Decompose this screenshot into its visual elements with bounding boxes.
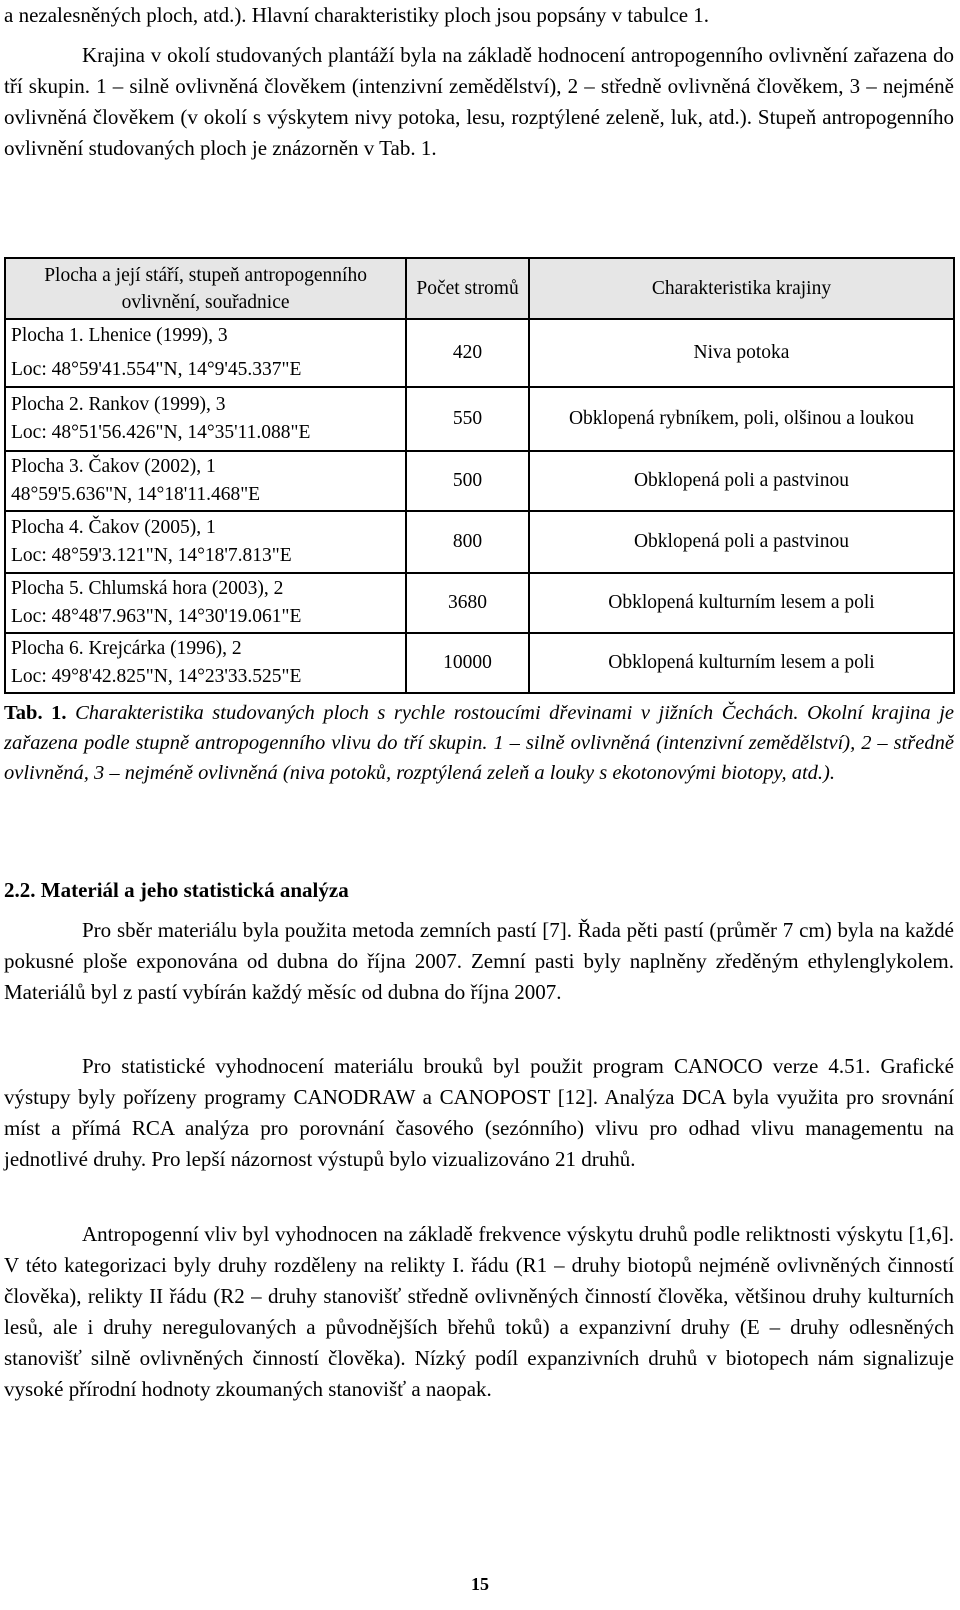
landscape-cell: Obklopená poli a pastvinou [529,511,954,573]
tree-count: 10000 [406,633,529,693]
plot-cell [5,387,406,451]
caption-text: Charakteristika studovaných ploch s rychle rostoucími dřevinami v jižních Čechách. Okolní krajina je zařazena podle stupně antropogenního vlivu do tří skupin. 1 – silně ovlivněná (intenzivní zemědělství), 2 – středně ovlivněná, 3 – nejméně ovlivněná (niva potoků, rozptýlená zeleň a louky s ekotonovými biotopy, atd.). [4,702,955,784]
landscape-cell: Obklopená poli a pastvinou [529,451,954,511]
statistics-paragraph: Pro statistické vyhodnocení materiálu brouků byl použit program CANOCO verze 4.51. Grafické výstupy byly pořízeny programy CANODRAW a CANOPOST [12]. Analýza DCA byla využita pro srovnání míst a přímá RCA analýza pro porovnání časového (sezónního) vlivu pro odhad vlivu managementu na jednotlivé druhy. Pro lepší názornost výstupů bylo vizualizováno 21 druhů. [4,1054,954,1171]
plot-location: Loc: 48°59'41.554"N, 14°9'45.337"E [11,359,302,380]
tree-count: 420 [406,319,529,387]
table-row [5,511,954,573]
tree-count: 550 [406,387,529,451]
plot-cell [5,319,406,387]
caption-label: Tab. 1. [4,702,67,724]
landscape-cell: Obklopená kulturním lesem a poli [529,573,954,633]
plot-name: Plocha 4. Čakov (2005), 1 [11,517,216,538]
plot-name: Plocha 5. Chlumská hora (2003), 2 [11,578,284,599]
tree-count: 3680 [406,573,529,633]
plot-cell [5,511,406,573]
table-caption [4,698,954,788]
plot-location: Loc: 48°59'3.121"N, 14°18'7.813"E [11,545,292,566]
tree-count: 800 [406,511,529,573]
plot-name: Plocha 3. Čakov (2002), 1 [11,456,216,477]
plot-cell [5,451,406,511]
section-heading: 2.2. Materiál a jeho statistická analýza [4,878,349,902]
table-row [5,319,954,387]
plot-location: Loc: 49°8'42.825"N, 14°23'33.525"E [11,666,302,687]
anthropogenic-paragraph: Antropogenní vliv byl vyhodnocen na základě frekvence výskytu druhů podle reliktnosti výskytu [1,6]. V této kategorizaci byly druhy rozděleny na relikty I. řádu (R1 – druhy biotopů nejméně ovlivněných činností člověka), relikty II řádu (R2 – druhy stanovišť středně ovlivněných činností člověka, většinou druhy kulturních lesů, ale i druhy neregulovaných a původnějších břehů toků) a expanzivní druhy (E – druhy odlesněných stanovišť silně ovlivněných činností člověka). Nízký podíl expanzivních druhů v biotopech nám signalizuje vysoké přírodní hodnoty zkoumaných stanovišť a naopak. [4,1222,954,1401]
plot-location: Loc: 48°48'7.963"N, 14°30'19.061"E [11,606,302,627]
landscape-cell: Niva potoka [529,319,954,387]
intro-line: a nezalesněných ploch, atd.). Hlavní charakteristiky ploch jsou popsány v tabulce 1. [4,3,710,27]
landscape-cell: Obklopená rybníkem, poli, olšinou a loukou [529,387,954,451]
landscape-cell: Obklopená kulturním lesem a poli [529,633,954,693]
plot-name: Plocha 2. Rankov (1999), 3 [11,394,226,415]
header-count: Počet stromů [406,258,529,319]
page-number: 15 [471,1574,489,1594]
plot-location: Loc: 48°51'56.426"N, 14°35'11.088"E [11,422,311,443]
tree-count: 500 [406,451,529,511]
intro-paragraph: Krajina v okolí studovaných plantáží byla na základě hodnocení antropogenního ovlivnění zařazena do tří skupin. 1 – silně ovlivněná člověkem (intenzivní zemědělství), 2 – středně ovlivněná člověkem, 3 – nejméně ovlivněná člověkem (v okolí s výskytem nivy potoka, lesu, rozptýlené zeleně, luk, atd.). Stupeň antropogenního ovlivnění studovaných ploch je znázorněn v Tab. 1. [4,43,954,160]
table-row [5,387,954,451]
header-plot: Plocha a její stáří, stupeň antropogenního ovlivnění, souřadnice [5,258,406,319]
plot-location: 48°59'5.636"N, 14°18'11.468"E [11,484,261,505]
plots-table [4,257,955,694]
table-row [5,451,954,511]
plot-name: Plocha 6. Krejcárka (1996), 2 [11,638,242,659]
table-row [5,633,954,693]
plot-name: Plocha 1. Lhenice (1999), 3 [11,325,228,346]
plot-cell [5,573,406,633]
table-header-row [5,258,954,319]
method-paragraph: Pro sběr materiálu byla použita metoda zemních pastí [7]. Řada pěti pastí (průměr 7 cm) byla na každé pokusné ploše exponována od dubna do října 2007. Zemní pasti byly naplněny zředěným ethylenglykolem. Materiálů byl z pastí vybírán každý měsíc od dubna do října 2007. [4,918,954,1004]
plot-cell [5,633,406,693]
header-landscape: Charakteristika krajiny [529,258,954,319]
table-row [5,573,954,633]
